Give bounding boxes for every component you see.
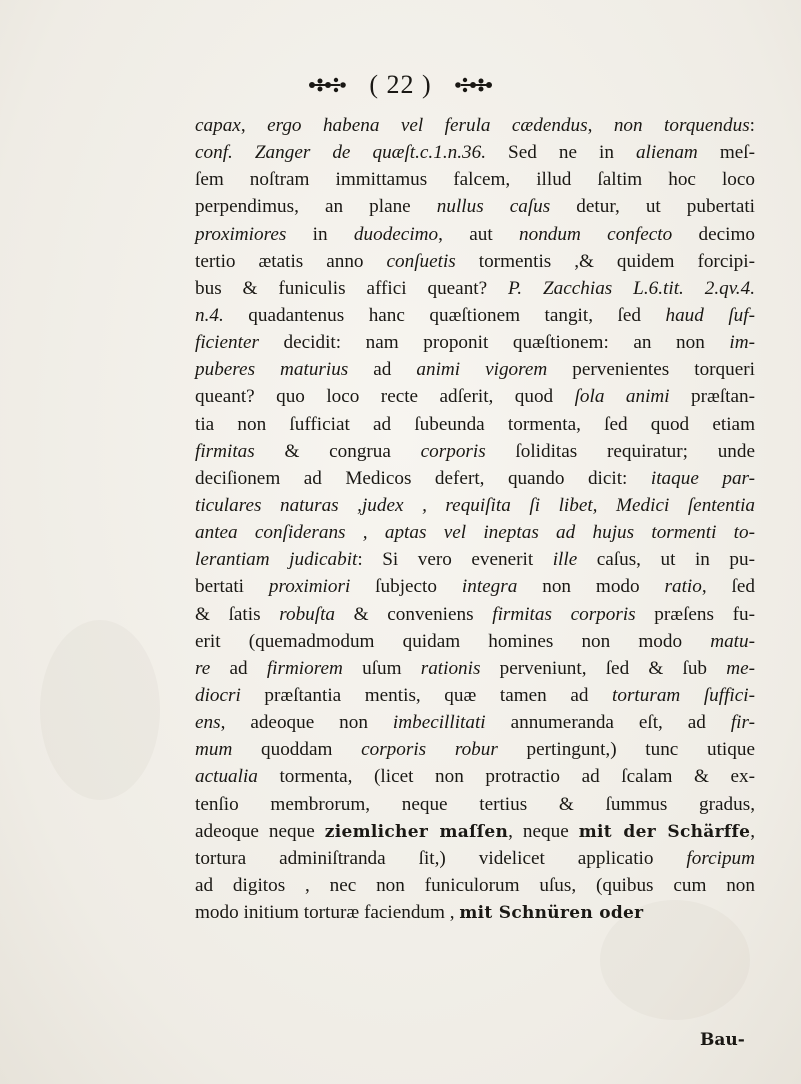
text-run: præſtan- (669, 386, 755, 408)
text-line (195, 302, 755, 329)
text-run: annumeranda eſt, ad (485, 712, 731, 734)
italic-phrase: proximiori (268, 576, 351, 598)
italic-phrase: torturam ſuffici- (612, 684, 756, 706)
text-line (195, 112, 755, 139)
italic-phrase: ticulares naturas ,judex , requiſita ſi libet, Medici ſententia (195, 494, 755, 516)
italic-phrase: capax (195, 115, 241, 136)
text-run: perveniunt, ſed & ſub (480, 657, 727, 679)
italic-phrase: rationis (420, 657, 481, 679)
italic-phrase: n.4. (195, 304, 224, 326)
text-run: quadantenus hanc quæſtionem tangit, ſed (223, 304, 666, 326)
italic-phrase: animi vigorem (416, 359, 548, 381)
italic-phrase: proximiores (195, 223, 287, 245)
text-run: , adeoque non (220, 712, 393, 734)
text-run: decidit: nam proponit quæſtionem: an non (258, 332, 730, 354)
left-ornament-icon (306, 75, 348, 95)
text-run: adeoque neque (195, 820, 325, 842)
body-text (195, 112, 755, 926)
blackletter-phrase: mit Schnüren oder (459, 903, 644, 924)
italic-phrase: puberes maturius (195, 359, 349, 381)
text-run: ad (210, 657, 267, 679)
text-line (195, 383, 755, 410)
text-run: tormenta, (licet non protractio ad ſcalam & ex- (257, 766, 755, 788)
text-run: perpendimus, an plane (195, 196, 437, 218)
text-run: , aut (438, 223, 520, 245)
italic-phrase: lerantiam judicabit (195, 549, 358, 571)
text-run: tia non ſufficiat ad ſubeunda tormenta, ſed quod etiam (195, 413, 755, 435)
italic-phrase: ille (552, 549, 578, 571)
text-run: , (240, 115, 268, 136)
text-run: queant? quo loco recte adſerit, quod (195, 386, 575, 408)
text-line (195, 193, 755, 220)
blackletter-phrase: ziemlicher maſſen (324, 821, 509, 842)
text-run: : Si vero evenerit (357, 549, 553, 571)
text-line (195, 736, 755, 763)
italic-phrase: P. Zacchias L.6.tit. 2.qv.4. (508, 277, 755, 299)
italic-phrase: imbecillitati (392, 712, 486, 734)
text-run: in (286, 223, 354, 245)
italic-phrase: forcipum (686, 847, 755, 869)
blackletter-phrase: mit der Schärffe (578, 821, 751, 842)
italic-phrase: robuſta (279, 603, 336, 625)
italic-phrase: nondum confecto (519, 223, 673, 245)
italic-phrase: mum (195, 739, 233, 761)
text-line (195, 601, 755, 628)
text-run: ſubjecto (350, 576, 462, 598)
text-run: ſoliditas requiratur; unde (485, 440, 755, 462)
italic-phrase: ficienter (195, 332, 259, 354)
catchword: Bau- (700, 1030, 745, 1050)
text-line (195, 221, 755, 248)
italic-phrase: corporis robur (361, 739, 498, 761)
text-line (195, 899, 755, 926)
text-line (195, 655, 755, 682)
text-run: præſtantia mentis, quæ tamen ad (240, 684, 613, 706)
text-run: deciſionem ad Medicos defert, quando dicit: (195, 467, 651, 489)
italic-phrase: non torquendus (613, 115, 750, 136)
text-run: modo initium torturæ faciendum , (195, 902, 460, 924)
italic-phrase: me- (726, 657, 755, 679)
text-line (195, 845, 755, 872)
text-line (195, 573, 755, 600)
text-line (195, 519, 755, 546)
text-run: , neque (508, 820, 579, 842)
text-line (195, 139, 755, 166)
text-run: tertio ætatis anno (195, 250, 387, 272)
text-run: uſum (342, 657, 421, 679)
text-run: Sed ne in (486, 142, 636, 164)
text-run: tenſio membrorum, neque tertius & ſummus gradus, (195, 793, 755, 815)
text-run: pervenientes torqueri (547, 359, 755, 381)
italic-phrase: alienam (635, 142, 698, 164)
text-line (195, 763, 755, 790)
italic-phrase: ergo habena vel ferula cædendus (267, 115, 588, 136)
italic-phrase: firmiorem (266, 657, 343, 679)
italic-phrase: firmitas corporis (492, 603, 636, 625)
text-run: & congrua (254, 440, 421, 462)
text-run: , (587, 115, 614, 136)
text-run: tormentis ,& quidem forcipi- (455, 250, 755, 272)
text-run: non modo (517, 576, 665, 598)
italic-phrase: haud ſuf- (665, 304, 755, 326)
text-line (195, 465, 755, 492)
italic-phrase: integra (461, 576, 518, 598)
italic-phrase: antea conſiderans , aptas vel ineptas ad hujus tormenti to- (195, 522, 755, 544)
italic-phrase: fir- (730, 712, 755, 734)
text-run: caſus, ut in pu- (577, 549, 755, 571)
italic-phrase: diocri (195, 684, 241, 706)
italic-phrase: ratio (664, 576, 702, 598)
page-header (0, 68, 801, 100)
text-run: decimo (672, 223, 755, 245)
text-line (195, 356, 755, 383)
text-line (195, 438, 755, 465)
text-line (195, 492, 755, 519)
italic-phrase: itaque par- (650, 467, 756, 489)
text-line (195, 818, 755, 845)
text-run: meſ- (697, 142, 755, 164)
italic-phrase: actualia (195, 766, 258, 788)
text-run: erit (quemadmodum quidam homines non modo (195, 630, 711, 652)
text-run: ad digitos , nec non funiculorum uſus, (quibus cum non (195, 874, 755, 896)
text-run: pertingunt,) tunc utique (497, 739, 755, 761)
italic-phrase: duodecimo (353, 223, 439, 245)
italic-phrase: re (195, 657, 211, 679)
text-line (195, 872, 755, 899)
text-run: : (749, 115, 756, 136)
text-line (195, 275, 755, 302)
text-line (195, 628, 755, 655)
text-line (195, 248, 755, 275)
italic-phrase: nullus caſus (436, 196, 551, 218)
text-run: ad (348, 359, 417, 381)
text-run: , ſed (701, 576, 755, 598)
italic-phrase: corporis (420, 440, 486, 462)
page-number: ( 22 ) (369, 70, 432, 100)
italic-phrase: conf. Zanger de quæſt.c.1.n.36. (195, 142, 486, 164)
text-line (195, 709, 755, 736)
text-run: , (750, 820, 755, 842)
text-run: bertati (195, 576, 269, 598)
text-run: bus & funiculis affici queant? (195, 277, 509, 299)
text-run: quoddam (232, 739, 362, 761)
text-run: detur, ut pubertati (550, 196, 756, 218)
italic-phrase: ſola animi (574, 386, 670, 408)
text-run: & conveniens (335, 603, 493, 625)
italic-phrase: conſuetis (386, 250, 456, 272)
italic-phrase: matu- (710, 630, 755, 652)
text-run: tortura adminiſtranda ſit,) videlicet applicatio (195, 847, 687, 869)
text-run: præſens fu- (635, 603, 756, 625)
italic-phrase: ens (195, 712, 221, 734)
italic-phrase: im- (729, 332, 755, 354)
text-line (195, 791, 755, 818)
text-run: ſem noſtram immittamus falcem, illud ſaltim hoc loco (195, 169, 755, 191)
italic-phrase: firmitas (195, 440, 255, 462)
text-run: & ſatis (195, 603, 280, 625)
text-line (195, 546, 755, 573)
text-line (195, 682, 755, 709)
right-ornament-icon (453, 75, 495, 95)
text-line (195, 411, 755, 438)
text-line (195, 329, 755, 356)
text-line (195, 166, 755, 193)
paper-stain (40, 620, 160, 800)
